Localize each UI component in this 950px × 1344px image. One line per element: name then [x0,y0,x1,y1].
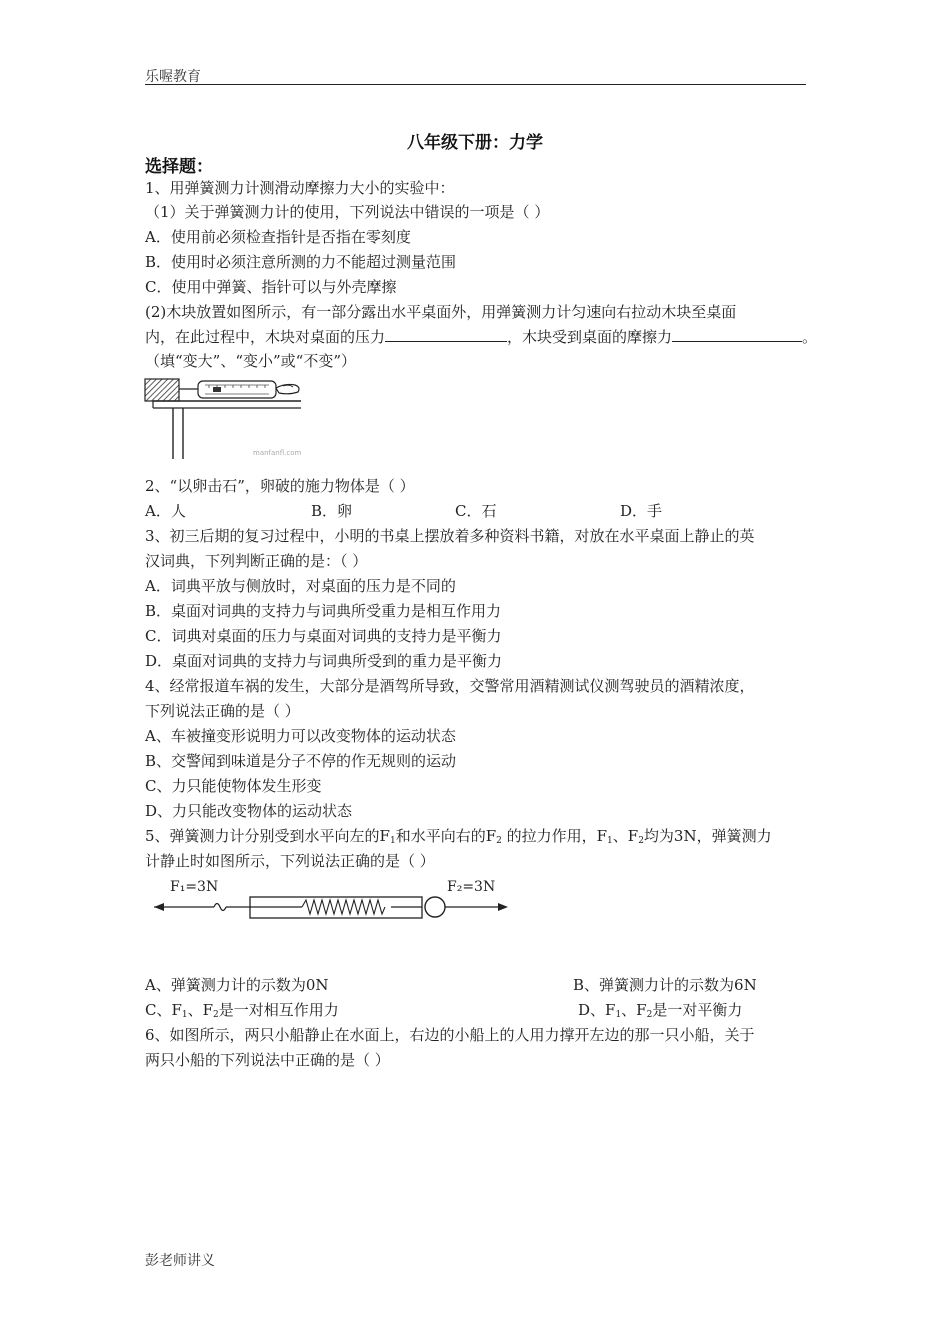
q5-text: 均为3N，弹簧测力 [643,827,772,845]
q1-blank-friction[interactable] [672,327,802,342]
hook-icon [214,904,226,911]
header-rule [145,84,806,85]
header-org: 乐喔教育 [145,69,201,85]
q4-option-d: D、力只能改变物体的运动状态 [145,802,353,820]
q3-line1: 3、初三后期的复习过程中，小明的书桌上摆放着多种资料书籍，对放在水平桌面上静止的英 [145,527,755,545]
q6-line2: 两只小船的下列说法中正确的是（ ） [145,1051,390,1069]
q5-subscript: 1 [607,836,613,846]
section-heading: 选择题： [145,157,213,177]
q5-text: 5、弹簧测力计分别受到水平向左的F [145,827,390,845]
page-title: 八年级下册：力学 [407,133,543,153]
q1-option-c: C．使用中弹簧、指针可以与外壳摩擦 [145,278,397,296]
q5-line1 [145,826,772,851]
q5-text: 和水平向右的F [395,827,497,845]
figure-watermark: manfanfl.com [253,449,302,457]
q5-line2: 计静止时如图所示，下列说法正确的是（ ） [145,852,435,870]
q5-subscript: 2 [638,836,644,846]
q4-option-c: C、力只能使物体发生形变 [145,777,322,795]
q1-sub1: （1）关于弹簧测力计的使用，下列说法中错误的一项是（ ） [145,203,550,221]
q3-option-b: B．桌面对词典的支持力与词典所受重力是相互作用力 [145,602,502,620]
q5-option-b: B、弹簧测力计的示数为6N [573,976,757,994]
q1-stem: 1、用弹簧测力计测滑动摩擦力大小的实验中： [145,179,455,197]
q1-option-a: A．使用前必须检查指针是否指在零刻度 [145,228,411,246]
q5-subscript: 1 [181,1010,188,1020]
q4-option-a: A、车被撞变形说明力可以改变物体的运动状态 [145,727,456,745]
q5-subscript: 1 [389,836,396,846]
q5-subscript: 2 [646,1010,653,1020]
q5-option-a: A、弹簧测力计的示数为0N [145,976,329,994]
q1-sub2-line1: (2)木块放置如图所示，有一部分露出水平桌面外，用弹簧测力计匀速向右拉动木块至桌面 [145,303,737,321]
q5-subscript: 2 [213,1010,219,1020]
q2-stem: 2、“以卵击石”，卵破的施力物体是（ ） [145,477,415,495]
q5-text: 、F [621,1001,647,1019]
q4-option-b: B、交警闻到味道是分子不停的作无规则的运动 [145,752,457,770]
wood-block [145,379,179,401]
force-label-right: F₂=3N [447,879,496,895]
q1-sub2-line2 [145,327,817,347]
q5-option-c [145,1000,339,1025]
q1-sub2-line3: （填“变大”、“变小”或“不变”） [145,352,357,370]
q4-line2: 下列说法正确的是（ ） [145,702,300,720]
q1-sub2-text-b: ，木块受到桌面的摩擦力 [507,328,673,346]
q5-text: 是一对相互作用力 [218,1001,339,1019]
q2-option-a: A．人 [145,502,186,520]
q1-sub2-text-a: 内，在此过程中，木块对桌面的压力 [145,328,386,346]
q1-figure-block-table [143,375,303,460]
footer-teacher: 彭老师讲义 [145,1253,215,1269]
q6-line1: 6、如图所示，两只小船静止在水面上，右边的小船上的人用力撑开左边的那一只小船，关于 [145,1026,755,1044]
q5-option-d [578,1000,742,1025]
q3-line2: 汉词典，下列判断正确的是：（ ） [145,552,368,570]
q3-option-c: C．词典对桌面的压力与桌面对词典的支持力是平衡力 [145,627,502,645]
q5-text: D、F [578,1001,616,1019]
q1-option-b: B．使用时必须注意所测的力不能超过测量范围 [145,253,457,271]
q1-blank-pressure[interactable] [385,327,507,342]
q5-text: C、F [145,1001,182,1019]
q5-text: 的拉力作用，F [501,827,608,845]
q2-option-c: C．石 [455,502,497,520]
q5-subscript: 1 [615,1010,622,1020]
q5-text: 是一对平衡力 [652,1001,743,1019]
ring-icon [425,897,445,917]
q4-line1: 4、经常报道车祸的发生，大部分是酒驾所导致，交警常用酒精测试仪测驾驶员的酒精浓度， [145,677,755,695]
q5-text: 、F [187,1001,214,1019]
spring-scale [198,381,276,398]
arrow-left-icon [154,903,164,911]
force-label-left: F₁=3N [170,879,219,895]
q1-sub2-text-c: 。 [802,328,818,346]
hand-icon [276,384,299,393]
q2-option-b: B．卵 [311,502,353,520]
arrow-right-icon [498,903,508,911]
q2-option-d: D．手 [620,502,663,520]
q3-option-d: D．桌面对词典的支持力与词典所受到的重力是平衡力 [145,652,503,670]
q5-figure-spring-scale [150,875,512,925]
q3-option-a: A．词典平放与侧放时，对桌面的压力是不同的 [145,577,456,595]
q5-text: 、F [612,827,639,845]
q5-subscript: 2 [496,836,502,846]
